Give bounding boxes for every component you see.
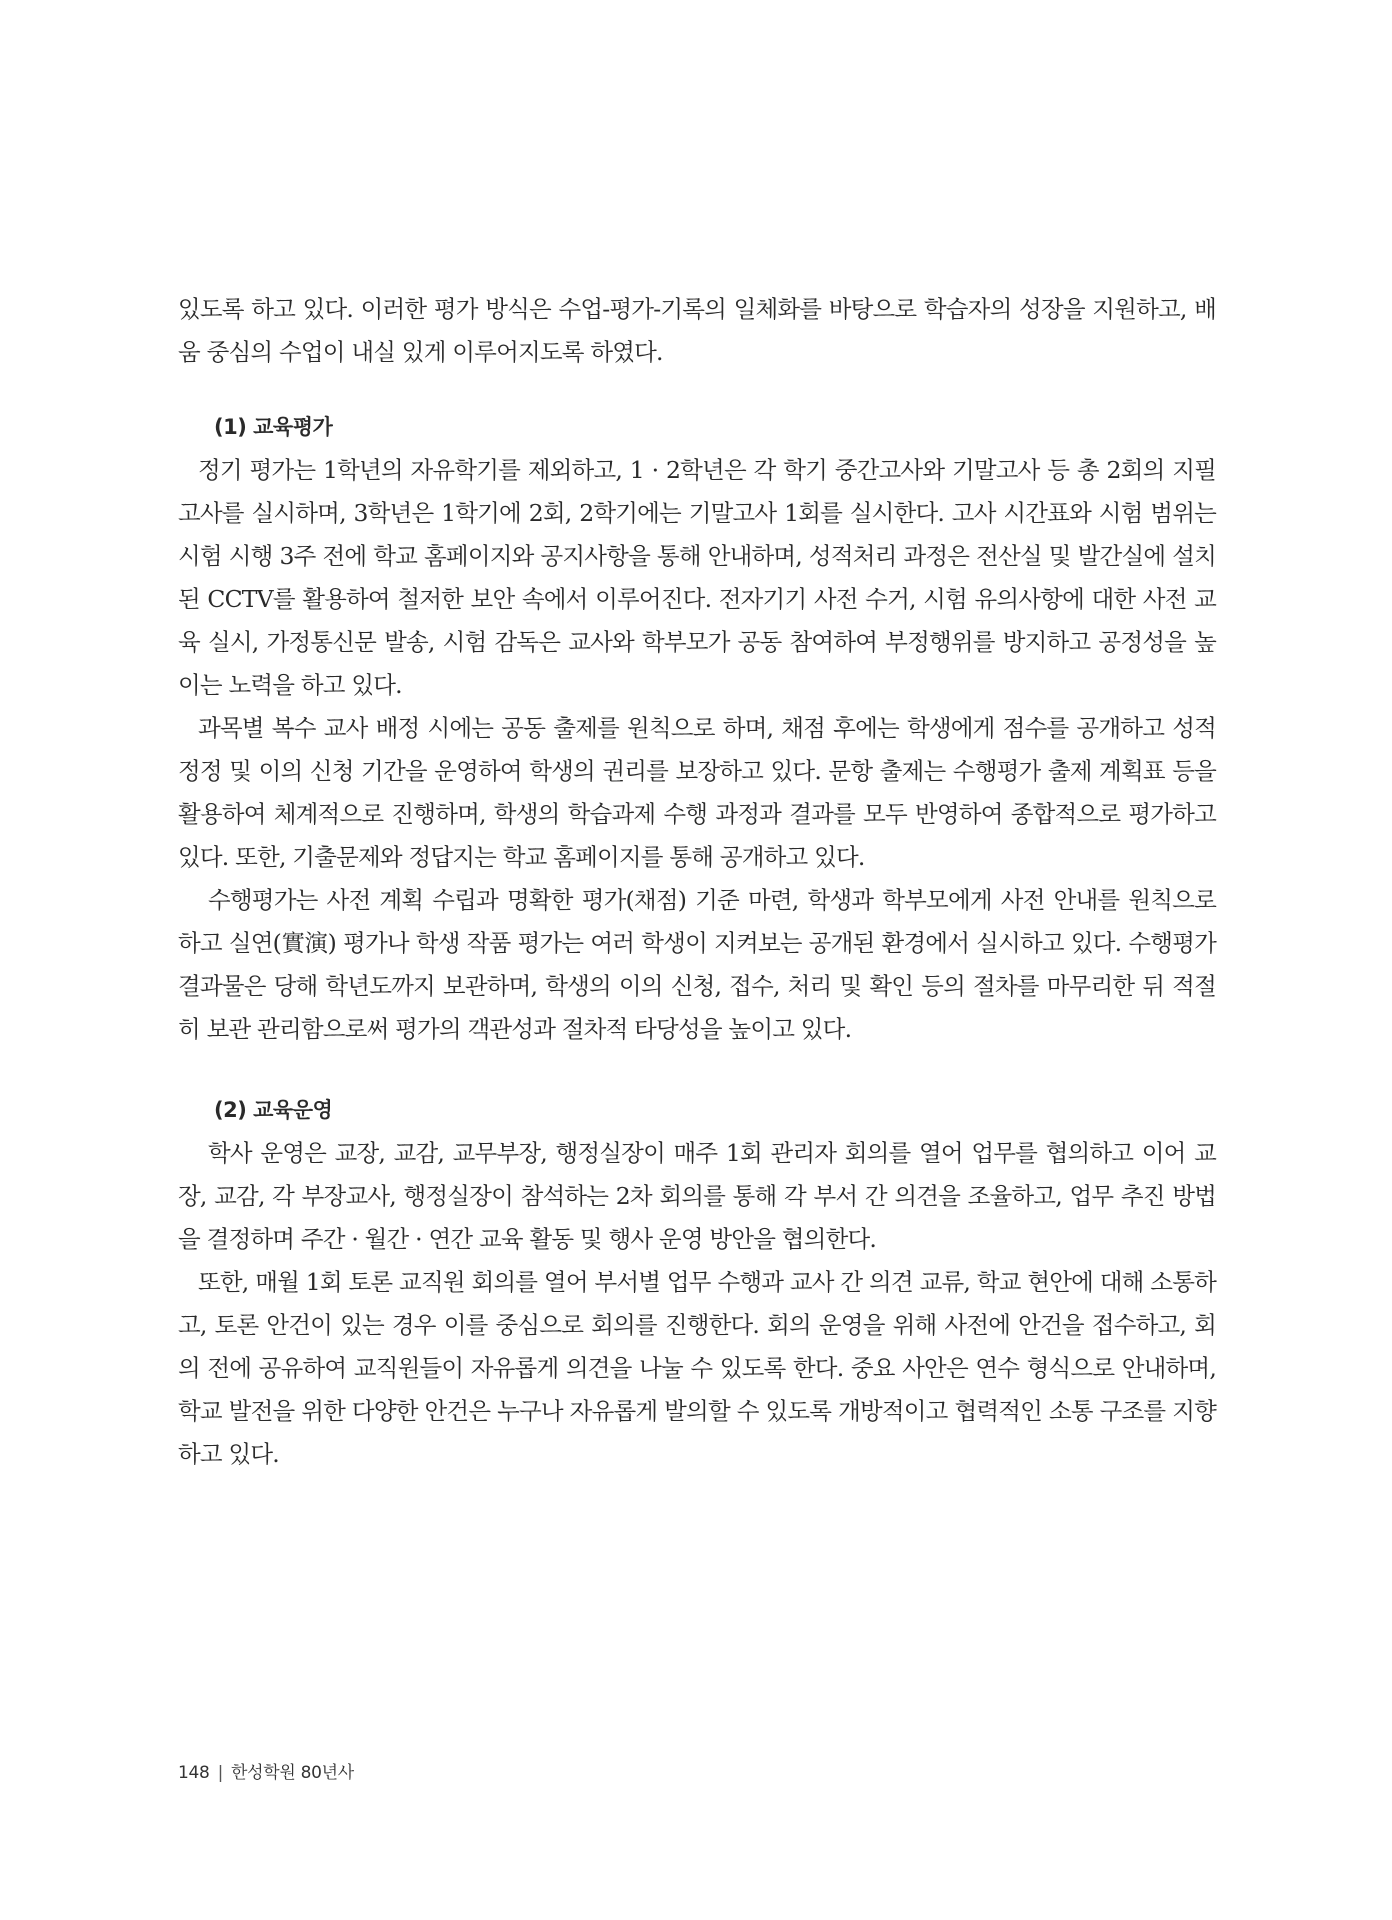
footer-separator: | xyxy=(217,1763,223,1783)
page-footer xyxy=(178,1758,354,1783)
paragraph-continuation: 있도록 하고 있다. 이러한 평가 방식은 수업-평가-기록의 일체화를 바탕으로 학습자의 성장을 지원하고, 배움 중심의 수업이 내실 있게 이루어지도록 하였다. xyxy=(178,295,1216,366)
paragraph-performance-assessment: 수행평가는 사전 계획 수립과 명확한 평가(채점) 기준 마련, 학생과 학부모에게 사전 안내를 원칙으로 하고 실연(實演) 평가나 학생 작품 평가는 여러 학생이 지켜보는 공개된 환경에서 실시하고 있다. 수행평가 결과물은 당해 학년도까지 보관하며, 학생의 이의 신청, 접수, 처리 및 확인 등의 절차를 마무리한 뒤 적절히 보관 관리함으로써 평가의 객관성과 절차적 타당성을 높이고 있다. xyxy=(178,886,1216,1043)
paragraph-academic-operation: 학사 운영은 교장, 교감, 교무부장, 행정실장이 매주 1회 관리자 회의를 열어 업무를 협의하고 이어 교장, 교감, 각 부장교사, 행정실장이 참석하는 2차 회의를 통해 각 부서 간 의견을 조율하고, 업무 추진 방법을 결정하며 주간 · 월간 · 연간 교육 활동 및 행사 운영 방안을 협의한다. xyxy=(178,1139,1216,1253)
paragraph-regular-exams: 정기 평가는 1학년의 자유학기를 제외하고, 1 · 2학년은 각 학기 중간고사와 기말고사 등 총 2회의 지필고사를 실시하며, 3학년은 1학기에 2회, 2학기에는 기말고사 1회를 실시한다. 고사 시간표와 시험 범위는 시험 시행 3주 전에 학교 홈페이지와 공지사항을 통해 안내하며, 성적처리 과정은 전산실 및 발간실에 설치된 CCTV를 활용하여 철저한 보안 속에서 이루어진다. 전자기기 사전 수거, 시험 유의사항에 대한 사전 교육 실시, 가정통신문 발송, 시험 감독은 교사와 학부모가 공동 참여하여 부정행위를 방지하고 공정성을 높이는 노력을 하고 있다. xyxy=(178,456,1216,699)
book-title: 한성학원 80년사 xyxy=(231,1763,354,1783)
section-heading-operation: (2) 교육운영 xyxy=(214,1098,333,1122)
paragraph-multiple-teachers: 과목별 복수 교사 배정 시에는 공동 출제를 원칙으로 하며, 채점 후에는 학생에게 점수를 공개하고 성적 정정 및 이의 신청 기간을 운영하여 학생의 권리를 보장하고 있다. 문항 출제는 수행평가 출제 계획표 등을 활용하여 체계적으로 진행하며, 학생의 학습과제 수행 과정과 결과를 모두 반영하여 종합적으로 평가하고 있다. 또한, 기출문제와 정답지는 학교 홈페이지를 통해 공개하고 있다. xyxy=(178,714,1216,871)
page-number: 148 xyxy=(178,1763,210,1783)
paragraph-staff-meeting: 또한, 매월 1회 토론 교직원 회의를 열어 부서별 업무 수행과 교사 간 의견 교류, 학교 현안에 대해 소통하고, 토론 안건이 있는 경우 이를 중심으로 회의를 진행한다. 회의 운영을 위해 사전에 안건을 접수하고, 회의 전에 공유하여 교직원들이 자유롭게 의견을 나눌 수 있도록 한다. 중요 사안은 연수 형식으로 안내하며, 학교 발전을 위한 다양한 안건은 누구나 자유롭게 발의할 수 있도록 개방적이고 협력적인 소통 구조를 지향하고 있다. xyxy=(178,1268,1216,1468)
body-text xyxy=(178,288,1216,1476)
section-heading-evaluation: (1) 교육평가 xyxy=(214,415,333,439)
